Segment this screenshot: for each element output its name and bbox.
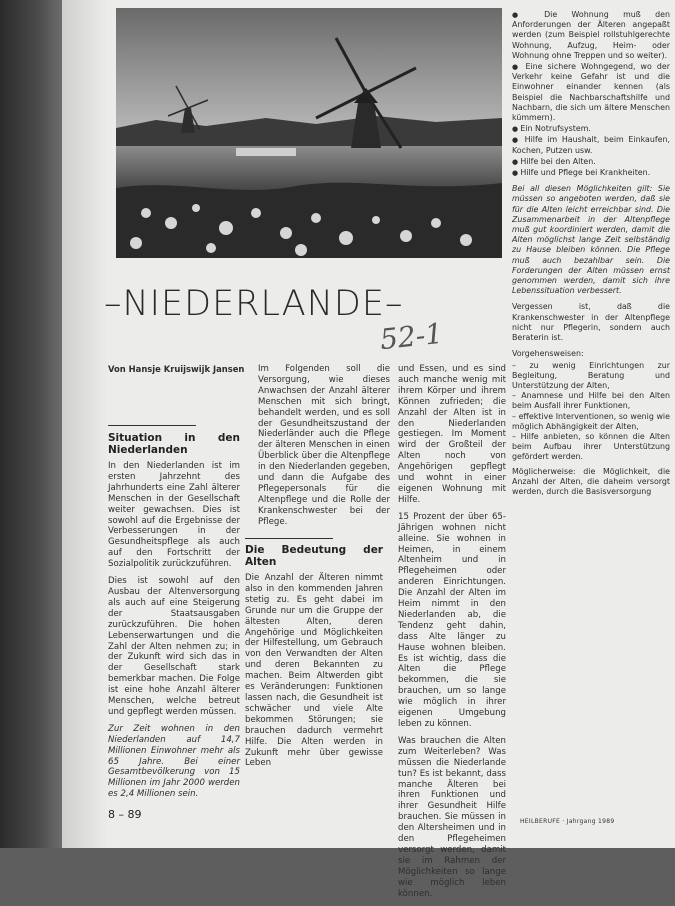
- paragraph: Bei all diesen Möglichkeiten gilt: Sie müssen so angeboten werden, daß sie für die Alten leicht erreichbar sind. Die Zusammenarbeit in der Altenpflege muß gut koordiniert werden, damit die Alten möglichst lange Zeit selbständig zu Hause bleiben können. Die Pflege muß auch bezahlbar sein. Die Forderungen der Alten müssen ernst genommen werden, damit sich ihre Lebenssituation verbessert.: [512, 184, 670, 296]
- requirements-list: [512, 10, 670, 178]
- list-item: – zu wenig Einrichtungen zur Begleitung, Beratung und Unterstützung der Alten,: [512, 361, 670, 392]
- list-item: ● Ein Notrufsystem.: [512, 124, 670, 134]
- list-item: ● Hilfe im Haushalt, beim Einkaufen, Kochen, Putzen usw.: [512, 135, 670, 155]
- paragraph: Im Folgenden soll die Versorgung, wie dieses Anwachsen der Anzahl älterer Menschen mit sich bringt, behandelt werden, und es soll der Gesundheitszustand der Niederländer auch die Pflege der älteren Menschen in einen Überblick über die Altenpflege in den Niederlanden gegeben, und dann die Aufgabe des Pflegepersonals für die Altenpflege und die Rolle der Krankenschwester bei der Pflege.: [258, 364, 390, 527]
- list-item: – Hilfe anbieten, so können die Alten beim Aufbau ihrer Unterstützung gefördert werden.: [512, 432, 670, 463]
- column-3: [398, 364, 506, 906]
- column-1: [108, 432, 240, 806]
- article-title: –NIEDERLANDE–: [104, 284, 404, 324]
- list-item: ● Hilfe bei den Alten.: [512, 157, 670, 167]
- paragraph: Dies ist sowohl auf den Ausbau der Altenversorgung als auch auf eine Steigerung der Staatsausgaben zurückzuführen. Die hohen Lebenserwartungen und die Zahl der Alten nehmen zu; in der Zukunft wird sich das in der Gesellschaft stark bemerkbar machen. Die Folge ist eine hohe Anzahl älterer Menschen, welche betreut und gepflegt werden müssen.: [108, 576, 240, 717]
- section-rule: [108, 425, 196, 426]
- paragraph: Die Anzahl der Älteren nimmt also in den kommenden Jahren stetig zu. Es geht dabei im Grunde nur um die Gruppe der ältesten Alten, deren Angehörige und Möglichkeiten der Hilfestellung, um Gebrauch von den Verwandten der Alten und deren Bekannten zu machen. Beim Altwerden gibt es Veränderungen: Funktionen lassen nach, die Gesundheit ist schwächer und viele Alte bekommen Störungen; sie brauchen dadurch vermehrt Hilfe. Die Alten werden in Zukunft mehr über gewisse Leben: [245, 573, 383, 769]
- page-gutter: [62, 0, 108, 848]
- paragraph: und Essen, und es sind auch manche wenig mit ihrem Körper und ihrem Können zufrieden; die Anzahl der Alten ist in den Niederlanden gestiegen. Im Moment wird der Großteil der Alten noch von Angehörigen gepflegt und wohnt in einer eigenen Wohnung mit Hilfe.: [398, 364, 506, 505]
- paragraph: 15 Prozent der über 65-Jährigen wohnen nicht alleine. Sie wohnen in Heimen, in einem Altenheim und in Pflegeheimen oder anderen Einrichtungen. Die Anzahl der Alten im Heim nimmt in den Niederlanden ab, die Tendenz geht dahin, dass Alte länger zu Hause wohnen bleiben. Es ist wichtig, dass die Alten die Pflege bekommen, die sie brauchen, um so lange wie möglich in ihrer eigenen Umgebung leben zu können.: [398, 511, 506, 729]
- windmill-photo: [116, 8, 502, 258]
- list-item: ● Hilfe und Pflege bei Krankheiten.: [512, 168, 670, 178]
- handwritten-note: 52-1: [378, 316, 445, 357]
- paragraph: Vergessen ist, daß die Krankenschwester in der Altenpflege nicht nur Pflegerin, sondern auch Beraterin ist.: [512, 302, 670, 343]
- list-item: – effektive Interventionen, so wenig wie möglich Abhängigkeit der Alten,: [512, 412, 670, 432]
- paragraph: Vorgehensweisen:: [512, 349, 584, 359]
- byline: Von Hansje Kruijswijk Jansen: [108, 364, 245, 374]
- list-item: – Anamnese und Hilfe bei den Alten beim Ausfall ihrer Funktionen,: [512, 391, 670, 411]
- section-heading: Die Bedeutung der Alten: [245, 544, 383, 568]
- paragraph: Was brauchen die Alten zum Weiterleben? Was müssen die Niederlande tun? Es ist bekannt, dass manche Älteren bei ihren Funktionen und ihrer Gesundheit Hilfe brauchen. Sie müssen in den Altersheimen und in den Pflegeheimen versorgt werden, damit sie im Rahmen der Möglichkeiten so lange wie möglich leben können.: [398, 735, 506, 899]
- approach-list: [512, 361, 670, 463]
- paragraph: Zur Zeit wohnen in den Niederlanden auf 14,7 Millionen Einwohner mehr als 65 Jahre. Bei einer Gesamtbevölkerung von 15 Millionen im Jahr 2000 werden es 2,4 Millionen sein.: [108, 723, 240, 800]
- list-item: ● Die Wohnung muß den Anforderungen der Älteren angepaßt werden (zum Beispiel rollstuhlgerechte Wohnung, Aufzug, Heim- oder Wohnung ohne Treppen und so weiter).: [512, 10, 670, 61]
- column-2-section: [245, 544, 383, 775]
- section-rule: [245, 538, 333, 539]
- section-heading: Situation in den Niederlanden: [108, 432, 240, 456]
- paragraph: Möglicherweise: die Möglichkeit, die Anzahl der Alten, die daheim versorgt werden, durch die Basisversorgung: [512, 466, 670, 496]
- book-spine-shadow: [0, 0, 62, 848]
- list-item: ● Eine sichere Wohngegend, wo der Verkehr keine Gefahr ist und die Einwohner einander kennen (als Beispiel die Nachbarschaftshilfe und Nachbarn, die sich um ältere Menschen kümmern).: [512, 62, 670, 123]
- column-2: [258, 364, 390, 534]
- journal-footer: HEILBERUFE · Jahrgang 1989: [520, 818, 615, 825]
- page-number: 8 – 89: [108, 808, 142, 821]
- column-4: [512, 10, 670, 503]
- paragraph: In den Niederlanden ist im ersten Jahrzehnt des Jahrhunderts eine Zahl älterer Menschen in der Gesellschaft weiter gewachsen. Dies ist sowohl auf die Ergebnisse der Verbesserungen in der Gesundheitspflege als auch auf den Fortschritt der Sozialpolitik zurückzuführen.: [108, 461, 240, 570]
